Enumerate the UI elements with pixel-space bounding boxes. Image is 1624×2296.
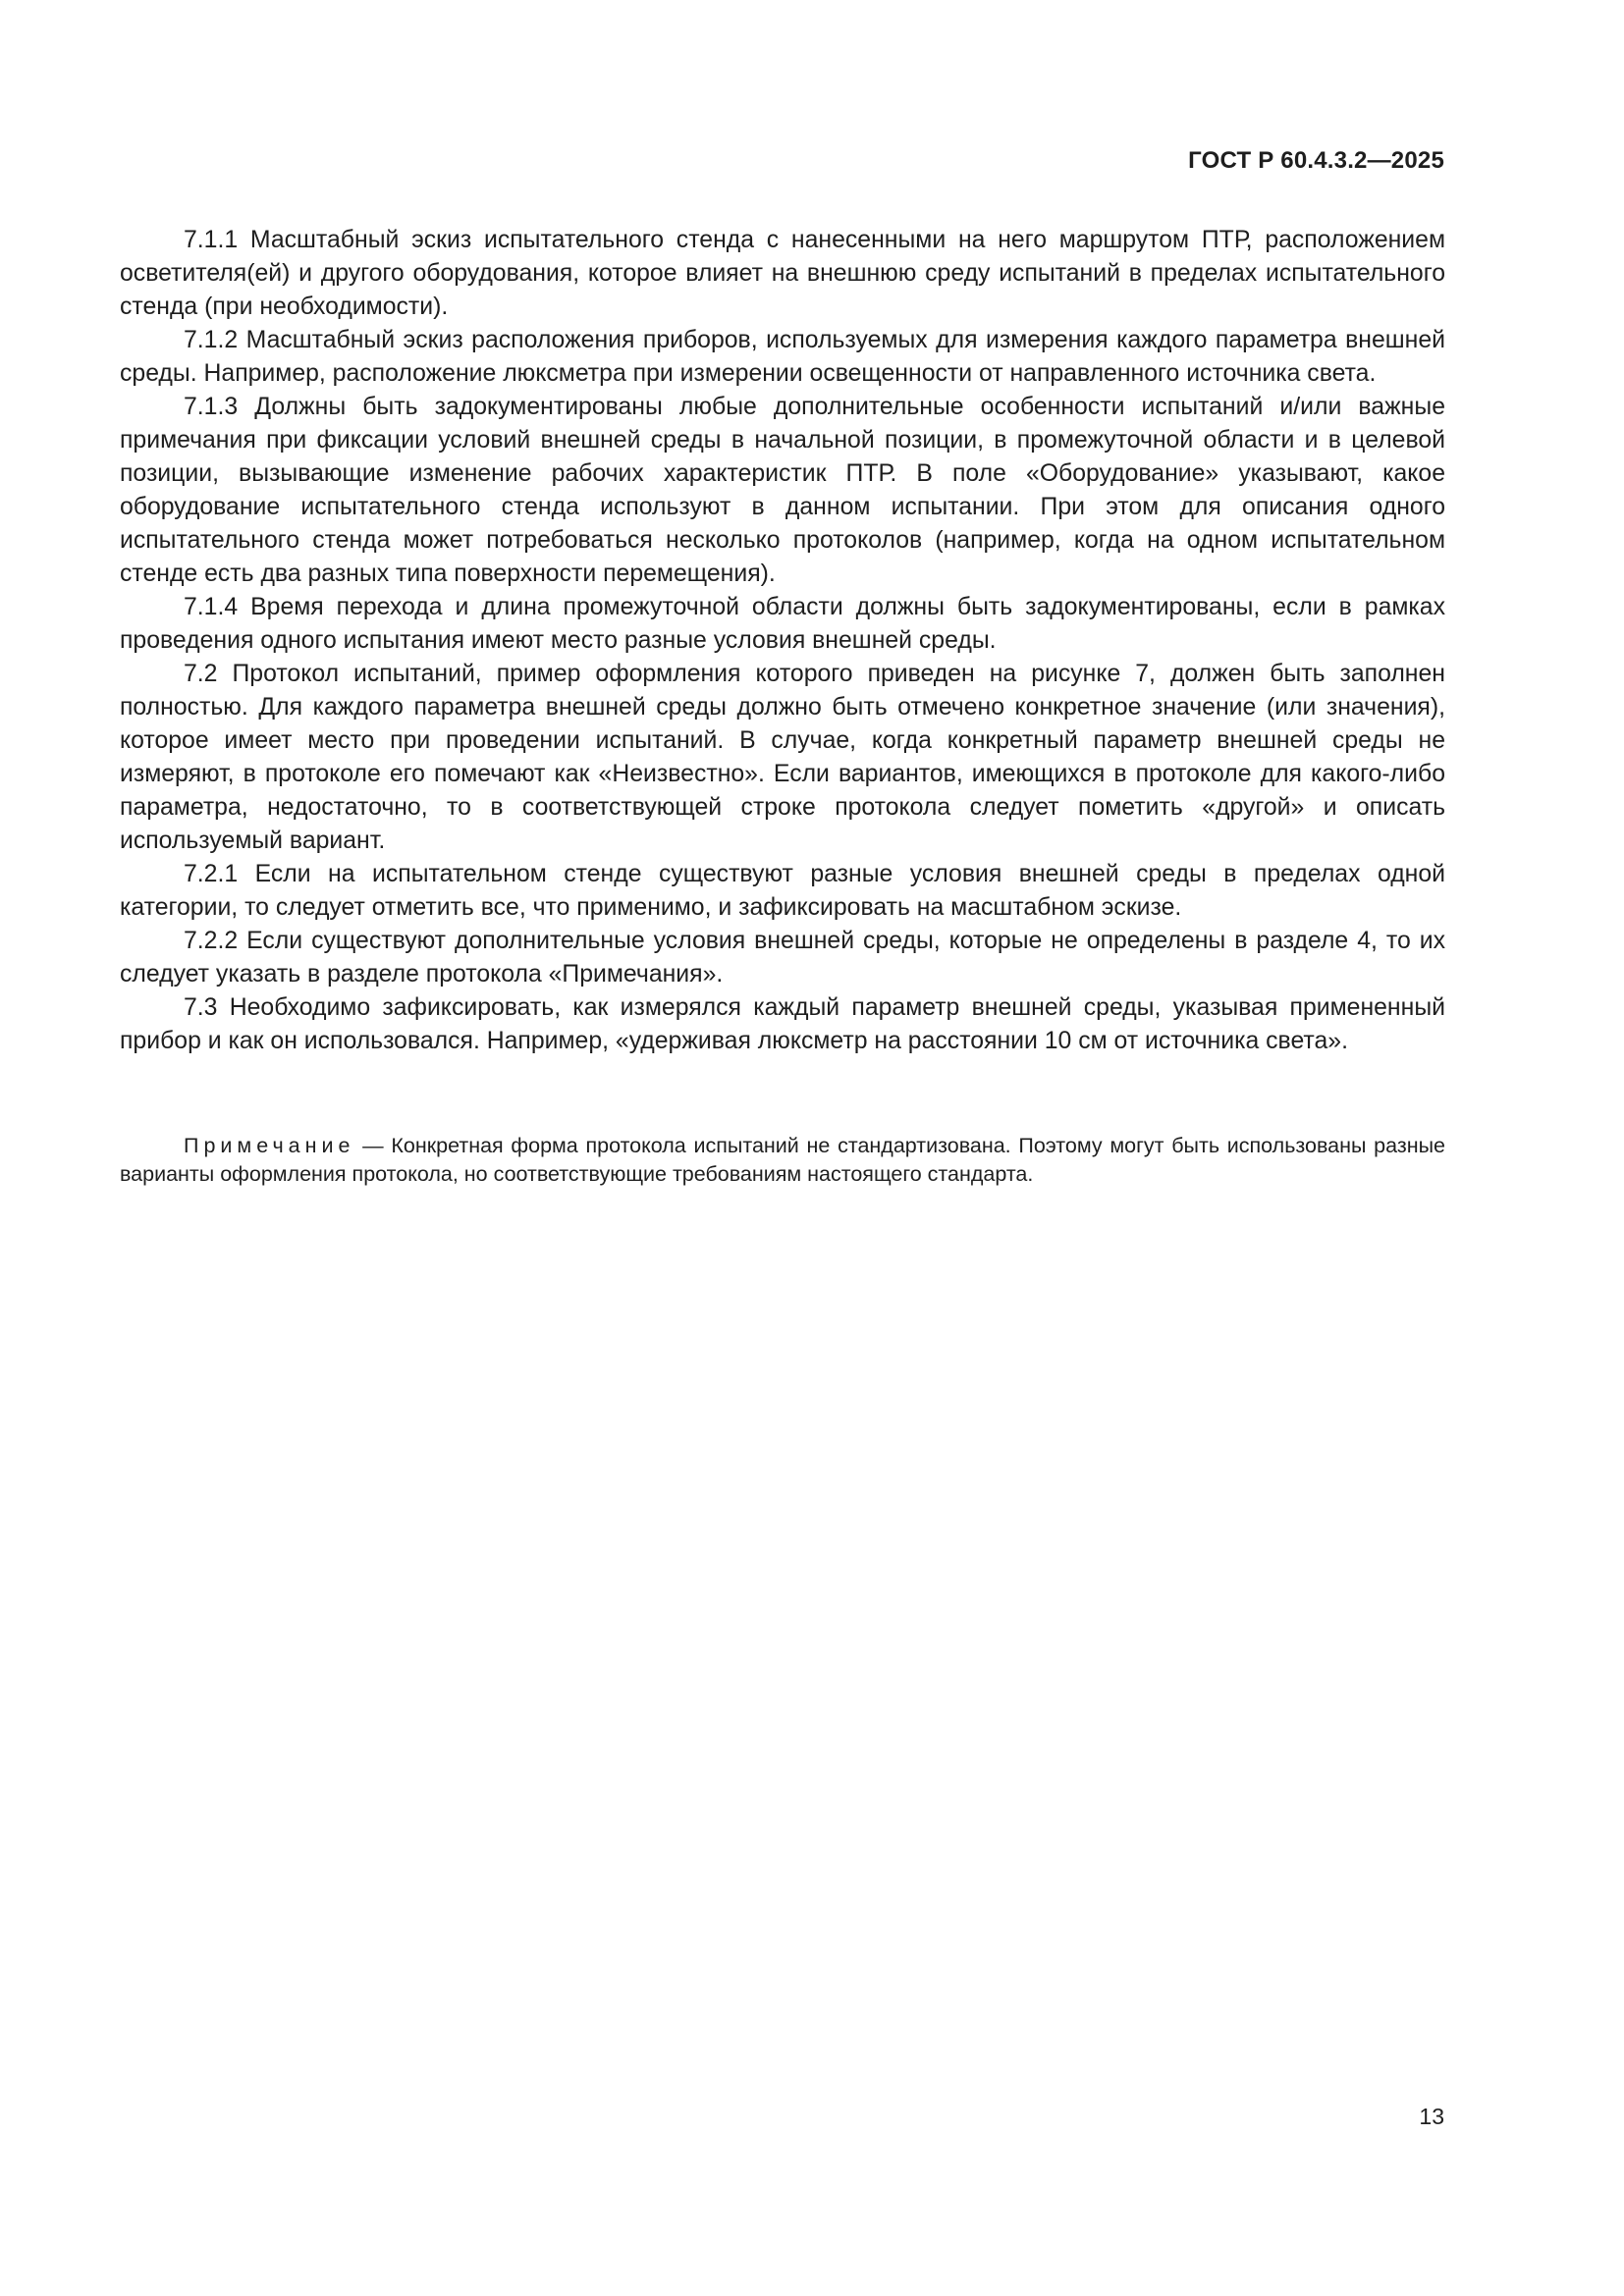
paragraph-7-1-3: 7.1.3 Должны быть задокументированы любые дополнительные особенности испытаний и/или важные примечания при фиксации условий внешней среды в начальной позиции, в промежуточной области и в целевой позиции, вызывающие изменение рабочих характеристик ПТР. В поле «Оборудование» указывают, какое оборудование испытательного стенда используют в данном испытании. При этом для описания одного испытательного стенда может потребоваться несколько протоколов (например, когда на одном испытательном стенде есть два разных типа поверхности перемещения).	[120, 394, 1445, 587]
paragraph-7-1-4: 7.1.4 Время перехода и длина промежуточной области должны быть задокументированы, если в рамках проведения одного испытания имеют место разные условия внешней среды.	[120, 594, 1445, 654]
note-block	[120, 1132, 1445, 1189]
note-label: Примечание	[184, 1134, 355, 1157]
paragraph-7-2-1: 7.2.1 Если на испытательном стенде существуют разные условия внешней среды в пределах одной категории, то следует отметить все, что применимо, и зафиксировать на масштабном эскизе.	[120, 861, 1445, 921]
paragraph-7-1-1: 7.1.1 Масштабный эскиз испытательного стенда с нанесенными на него маршрутом ПТР, расположением осветителя(ей) и другого оборудования, которое влияет на внешнюю среду испытаний в пределах испытательного стенда (при необходимости).	[120, 227, 1445, 320]
paragraph-7-2-2: 7.2.2 Если существуют дополнительные условия внешней среды, которые не определены в разделе 4, то их следует указать в разделе протокола «Примечания».	[120, 928, 1445, 988]
paragraph-7-2: 7.2 Протокол испытаний, пример оформления которого приведен на рисунке 7, должен быть заполнен полностью. Для каждого параметра внешней среды должно быть отмечено конкретное значение (или значения), которое имеет место при проведении испытаний. В случае, когда конкретный параметр внешней среды не измеряют, в протоколе его помечают как «Неизвестно». Если вариантов, имеющихся в протоколе для какого-либо параметра, недостаточно, то в соответствующей строке протокола следует пометить «другой» и описать используемый вариант.	[120, 661, 1445, 854]
paragraph-7-1-2: 7.1.2 Масштабный эскиз расположения приборов, используемых для измерения каждого параметра внешней среды. Например, расположение люксметра при измерении освещенности от направленного источника света.	[120, 327, 1445, 387]
paragraph-7-3: 7.3 Необходимо зафиксировать, как измерялся каждый параметр внешней среды, указывая примененный прибор и как он использовался. Например, «удерживая люксметр на расстоянии 10 см от источника света».	[120, 994, 1445, 1054]
document-code-header: ГОСТ Р 60.4.3.2—2025	[1188, 147, 1444, 174]
note-text: — Конкретная форма протокола испытаний не стандартизована. Поэтому могут быть использованы разные варианты оформления протокола, но соответствующие требованиям настоящего стандарта.	[120, 1134, 1445, 1186]
page-number: 13	[1419, 2104, 1444, 2129]
document-body	[120, 224, 1445, 1058]
